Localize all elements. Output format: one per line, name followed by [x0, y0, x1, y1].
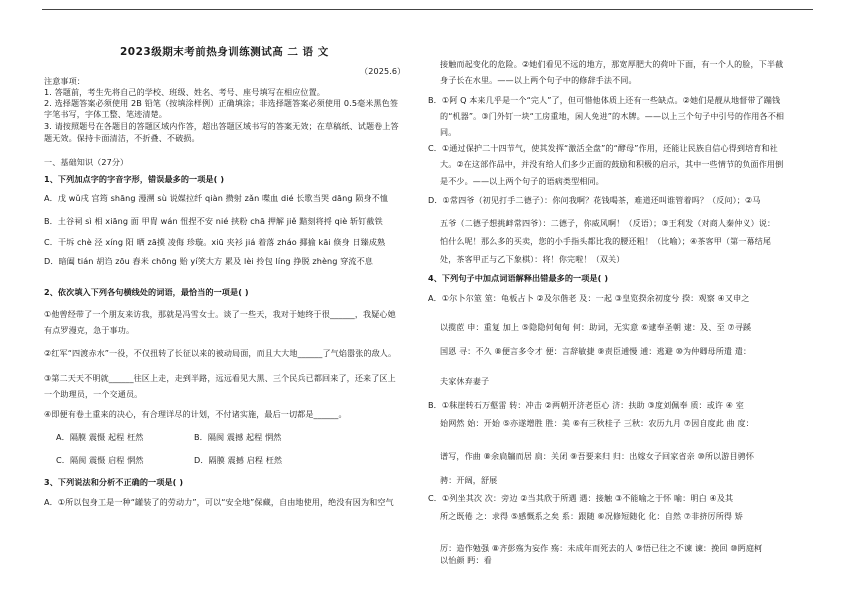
text-line: 厉：造作勉强 ⑧齐彭殇为妄作 殇：未成年而死去的人 ⑨悟已往之不谏 谏：挽回 ⑩眄庭柯 — [440, 543, 763, 553]
question-1-option: D．暗阖 tián 胡诌 zōu 舂米 chōng 贻 yí笑大方 累及 lèi 拎包 líng 挣脱 zhèng 穿流不息 — [44, 256, 373, 266]
question-1-option: C．干坼 chè 泾 xíng 阳 晒 zā摸 凌侮 珍璇。xiū 夹衫 jiá 着落 zháo 揶揄 kāi 倏身 日臻成熟 — [44, 237, 386, 247]
text-line: 接触而起变化的危险。②她们看见不远的地方，那宽厚肥大的荷叶下面，有一个人的脸，下半截 — [440, 59, 784, 69]
text-line: B．①秣崖转石万壑雷 转：冲击 ②两朝开济老臣心 济：扶助 ③度刘佩奉 质：或许 ④ 室 — [428, 400, 744, 410]
question-2-option: C．隔阂 震慑 启程 惘然 — [56, 455, 144, 465]
question-3-stem: 3、下列说法和分析不正确的一项是( ) — [44, 477, 184, 487]
exam-date: （2025.6） — [360, 66, 406, 76]
question-2-option: A．隔膜 震慑 起程 枉然 — [56, 432, 144, 442]
text-line: 身子长在水里。——以上两个句子中的修辞手法不同。 — [440, 75, 637, 85]
note-line: 字笔书写，字体工整、笔迹清楚。 — [44, 109, 167, 119]
note-line: 1. 答题前，考生先将自己的学校、班级、姓名、考号、座号填写在相应位置。 — [44, 87, 325, 97]
text-line: B．①阿 Q 本来几乎是一个“完人”了，但可惜他体质上还有一些缺点。②她们是靓从地督带了蹦钱 — [428, 95, 781, 105]
question-3-option: A．①所以包身工是一种“罐装了的劳动力”，可以“安全地”保藏，自由地使用，绝没有因为和空气 — [44, 497, 394, 507]
text-line: 所之既倦 之：求得 ⑤感慨系之矣 系：跟随 ⑥况修短随化 化：自然 ⑦非挤厉所得 矫 — [440, 511, 743, 521]
question-4-stem: 4、下列句子中加点词语解释出错最多的一项是( ) — [428, 273, 609, 283]
question-2-stem: 2、依次填入下列各句横线处的词语，最恰当的一项是( ) — [44, 287, 249, 297]
question-1-option: A．戊 wǔ戌 宫筠 shāng 漫溯 sù 说媒拉纤 qiàn 攒射 zǎn 喋血 dié 长歌当哭 dāng 陨身不恤 — [44, 193, 389, 203]
question-2-sentence: ②红军“四渡赤水”一役，不仅扭转了长征以来的被动局面，而且大大地______了气焰嚣张的敌人。 — [44, 348, 397, 358]
text-line: C．①通过保护二十四节气，使其发挥“激活全盘”的“酵母”作用，还能让民族自信心得到培育和社 — [428, 143, 778, 153]
text-line: 骋：开阔，舒展 — [440, 475, 498, 485]
exam-title: 2023级期末考前热身训练测试高 二 语 文 — [120, 46, 329, 58]
notes-heading: 注意事项： — [44, 76, 85, 86]
text-line: 是不少。——以上两个句子的语病类型相同。 — [440, 176, 604, 186]
text-line: 五爷（二德子想挑衅常四爷）：二德子，你威风啊！（反语）；③王利发（对商人秦仲义）说： — [440, 218, 776, 228]
question-2-sentence: 一个助理员，一个交通员。 — [44, 389, 143, 399]
text-line: 国恩 寻：不久 ⑧便言多令才 便：言辞敏捷 ⑨责臣逋慢 逋：逃避 ⑩为仲卿母所遣 遣： — [440, 346, 752, 356]
note-line: 2. 选择题答案必须使用 2B 铅笔（按填涂样例）正确填涂；非选择题答案必须使用 0.5毫米黑色签 — [44, 98, 399, 108]
text-line: 怕什么呢！那么多的买卖，您的小手指头都比我的腰还粗！（比喻）；④茶客甲（第一幕结尾 — [440, 236, 772, 246]
note-line: 3. 请按照题号在各题目的答题区域内作答，超出答题区域书写的答案无效；在草稿纸、试题卷上答 — [44, 121, 399, 131]
question-2-sentence: ③第二天天不明就______往区上走，走到半路，远远看见大黑、三个民兵已都回来了，还来了区上 — [44, 373, 396, 383]
question-2-sentence: ①他曾经带了一个朋友来访我，那就是冯雪女士。谈了一些天，我对于她终于很______，我疑心她 — [44, 309, 396, 319]
text-line: 夫家休弃妻子 — [440, 376, 490, 386]
question-2-option: D．隔膜 震撼 启程 枉然 — [194, 455, 283, 465]
text-line: 以揽茝 申：重复 加上 ⑤隐隐何甸甸 何：助词，无实意 ⑥逮奉圣朝 逮：及、至 ⑦寻蹊 — [440, 322, 752, 332]
text-line: 谱写，作曲 ⑧余扃牖而居 扃：关闭 ⑨吾要来归 归：出嫁女子回家省亲 ⑩所以游目骋怀 — [440, 451, 755, 461]
text-line: A．①尔卜尔筮 筮：龟板占卜 ②及尔偕老 及：一起 ③皇览揆余初度兮 揆：观察 ④又申之 — [428, 293, 750, 303]
section-heading: 一、基础知识（27分） — [44, 157, 129, 167]
text-line: D．①常四爷（初见打手二德子）：你问我啊？花钱喝茶，难道还叫谁管着吗？（反问）；②马 — [428, 195, 761, 205]
question-1-stem: 1、下列加点字的字音字形，错误最多的一项是( ) — [44, 174, 225, 184]
text-line: 处，茶客甲正与乙下象棋）：将！你完啦！（双关） — [440, 254, 625, 264]
text-line: 以怡颜 眄：看 — [440, 555, 492, 565]
top-rule — [42, 9, 813, 10]
question-2-sentence: ④即便有卷土重来的决心，有合理详尽的计划，不付诸实施，最后一切都是______。 — [44, 409, 347, 419]
text-line: 始网然 始：开始 ⑤亦遂增胜 胜：美 ⑥有三秋桂子 三秋：农历九月 ⑦因自度此 曲 度： — [440, 418, 754, 428]
text-line: C．①列坐其次 次：旁边 ②当其欣于所遇 遇：接触 ③不能喻之于怀 喻：明白 ④及其 — [428, 493, 734, 503]
question-2-sentence: 有点罗漫克，急于事功。 — [44, 325, 135, 335]
question-2-option: B．隔阂 震撼 起程 惘然 — [194, 432, 282, 442]
question-1-option: B．土谷祠 sì 相 xiāng 面 甲胄 wán 忸捏不安 nié 挟粉 chā 押解 jiě 黯刻将捋 qiè 斩钉截铁 — [44, 216, 383, 226]
text-line: 的“机器”。③门外钉一块“工房重地，闲人免进”的木牌。——以上三个句子中引号的作用各不相 — [440, 111, 785, 121]
text-line: 大。②在这部作品中，并没有给人们多少正面的鼓励和积极的启示，其中一些情节的负面作用倒 — [440, 159, 784, 169]
text-line: 同。 — [440, 127, 457, 137]
note-line: 题无效。保持卡面清洁，不折叠、不破损。 — [44, 133, 200, 143]
